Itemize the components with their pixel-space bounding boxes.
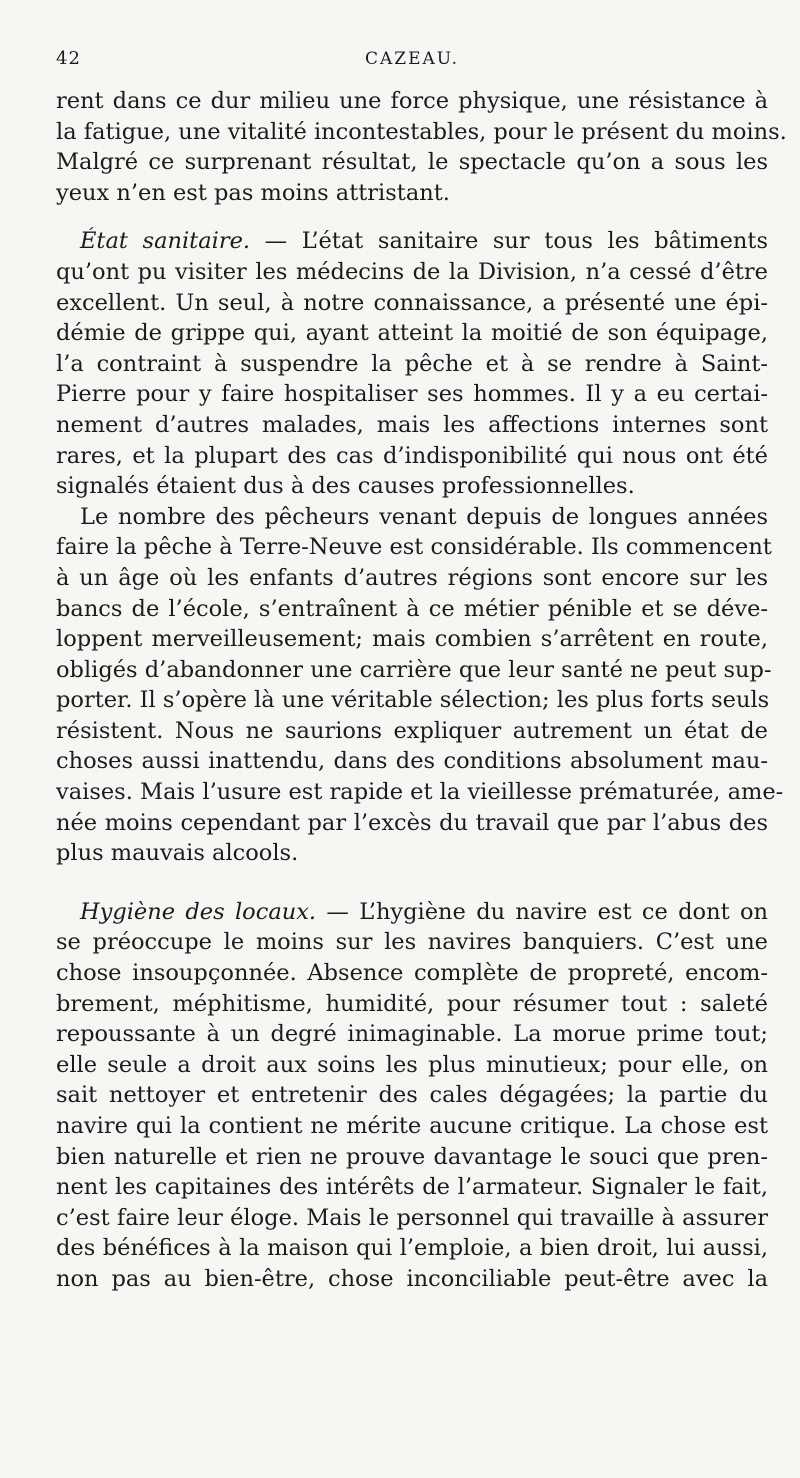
section-heading: État sanitaire. bbox=[80, 228, 251, 255]
section-first-line bbox=[56, 226, 768, 257]
text-line: porter. Il s’opère là une véritable sélection; les plus forts seuls bbox=[56, 687, 770, 714]
text-line: bancs de l’école, s’entraînent à ce métier pénible et se déve- bbox=[56, 595, 768, 622]
text-line: obligés d’abandonner une carrière que leur santé ne peut sup- bbox=[56, 656, 772, 683]
text-line: bien naturelle et rien ne prouve davantage le souci que pren- bbox=[56, 1143, 768, 1170]
section-first-line bbox=[56, 897, 768, 928]
text-line: sait nettoyer et entretenir des cales dégagées; la partie du bbox=[56, 1082, 768, 1109]
text-line: rent dans ce dur milieu une force physique, une résistance à bbox=[56, 88, 768, 114]
running-head: CAZEAU. bbox=[365, 49, 459, 69]
text-line: démie de grippe qui, ayant atteint la moitié de son équipage, bbox=[56, 320, 768, 347]
paragraph-pecheurs bbox=[56, 502, 784, 869]
paragraph-continuation bbox=[56, 86, 787, 208]
text-line: repoussante à un degré inimaginable. La morue prime tout; bbox=[56, 1021, 768, 1048]
text-line: se préoccupe le moins sur les navires banquiers. C’est une bbox=[56, 929, 768, 956]
text-line: l’a contraint à suspendre la pêche et à se rendre à Saint- bbox=[56, 350, 768, 377]
section-heading: Hygiène des locaux. bbox=[80, 898, 317, 925]
text-line: loppent merveilleusement; mais combien s’arrêtent en route, bbox=[56, 626, 768, 653]
page-header bbox=[56, 48, 768, 86]
text-line: des bénéfices à la maison qui l’emploie, a bien droit, lui aussi, bbox=[56, 1235, 768, 1262]
page-number: 42 bbox=[56, 48, 81, 69]
text-line: Le nombre des pêcheurs venant depuis de longues années bbox=[80, 503, 768, 530]
text-line: chose insoupçonnée. Absence complète de propreté, encom- bbox=[56, 960, 768, 987]
text-line: yeux n’en est pas moins attristant. bbox=[56, 179, 450, 206]
text-line: navire qui la contient ne mérite aucune critique. La chose est bbox=[56, 1113, 768, 1139]
text-line: choses aussi inattendu, dans des conditions absolument mau- bbox=[56, 748, 768, 775]
text-line: à un âge où les enfants d’autres régions sont encore sur les bbox=[56, 564, 768, 591]
text-line: née moins cependant par l’excès du travail que par l’abus des bbox=[56, 809, 768, 836]
section-gap bbox=[56, 869, 768, 897]
section-first-line-text: — L’hygiène du navire est ce dont on bbox=[316, 898, 768, 925]
text-line: nement d’autres malades, mais les affections internes sont bbox=[56, 411, 768, 438]
section-hygiene-locaux bbox=[56, 897, 768, 1295]
section-etat-sanitaire bbox=[56, 226, 768, 501]
book-page bbox=[56, 48, 787, 1295]
text-line: non pas au bien-être, chose inconciliable peut-être avec la bbox=[56, 1265, 768, 1292]
text-line: excellent. Un seul, à notre connaissance, a présenté une épi- bbox=[56, 289, 768, 316]
section-first-line-text: — L’état sanitaire sur tous les bâtiments bbox=[250, 228, 768, 255]
text-line: elle seule a droit aux soins les plus minutieux; pour elle, on bbox=[56, 1051, 768, 1078]
text-line: brement, méphitisme, humidité, pour résumer tout : saleté bbox=[56, 990, 768, 1017]
text-line: Malgré ce surprenant résultat, le spectacle qu’on a sous les bbox=[56, 149, 768, 176]
text-line: qu’ont pu visiter les médecins de la Division, n’a cessé d’être bbox=[56, 258, 768, 285]
text-line: résistent. Nous ne saurions expliquer autrement un état de bbox=[56, 717, 768, 744]
text-line: rares, et la plupart des cas d’indisponibilité qui nous ont été bbox=[56, 442, 768, 469]
text-line: plus mauvais alcools. bbox=[56, 840, 299, 867]
text-line: signalés étaient dus à des causes professionnelles. bbox=[56, 473, 635, 500]
text-line: faire la pêche à Terre-Neuve est considérable. Ils commencent bbox=[56, 534, 772, 561]
text-line: la fatigue, une vitalité incontestables, pour le présent du moins. bbox=[56, 118, 787, 145]
text-line: vaises. Mais l’usure est rapide et la vieillesse prématurée, ame- bbox=[56, 779, 784, 806]
section-gap bbox=[56, 208, 768, 226]
text-line: nent les capitaines des intérêts de l’armateur. Signaler le fait, bbox=[56, 1174, 768, 1201]
text-line: Pierre pour y faire hospitaliser ses hommes. Il y a eu certai- bbox=[56, 381, 768, 408]
text-line: c’est faire leur éloge. Mais le personnel qui travaille à assurer bbox=[56, 1204, 768, 1231]
